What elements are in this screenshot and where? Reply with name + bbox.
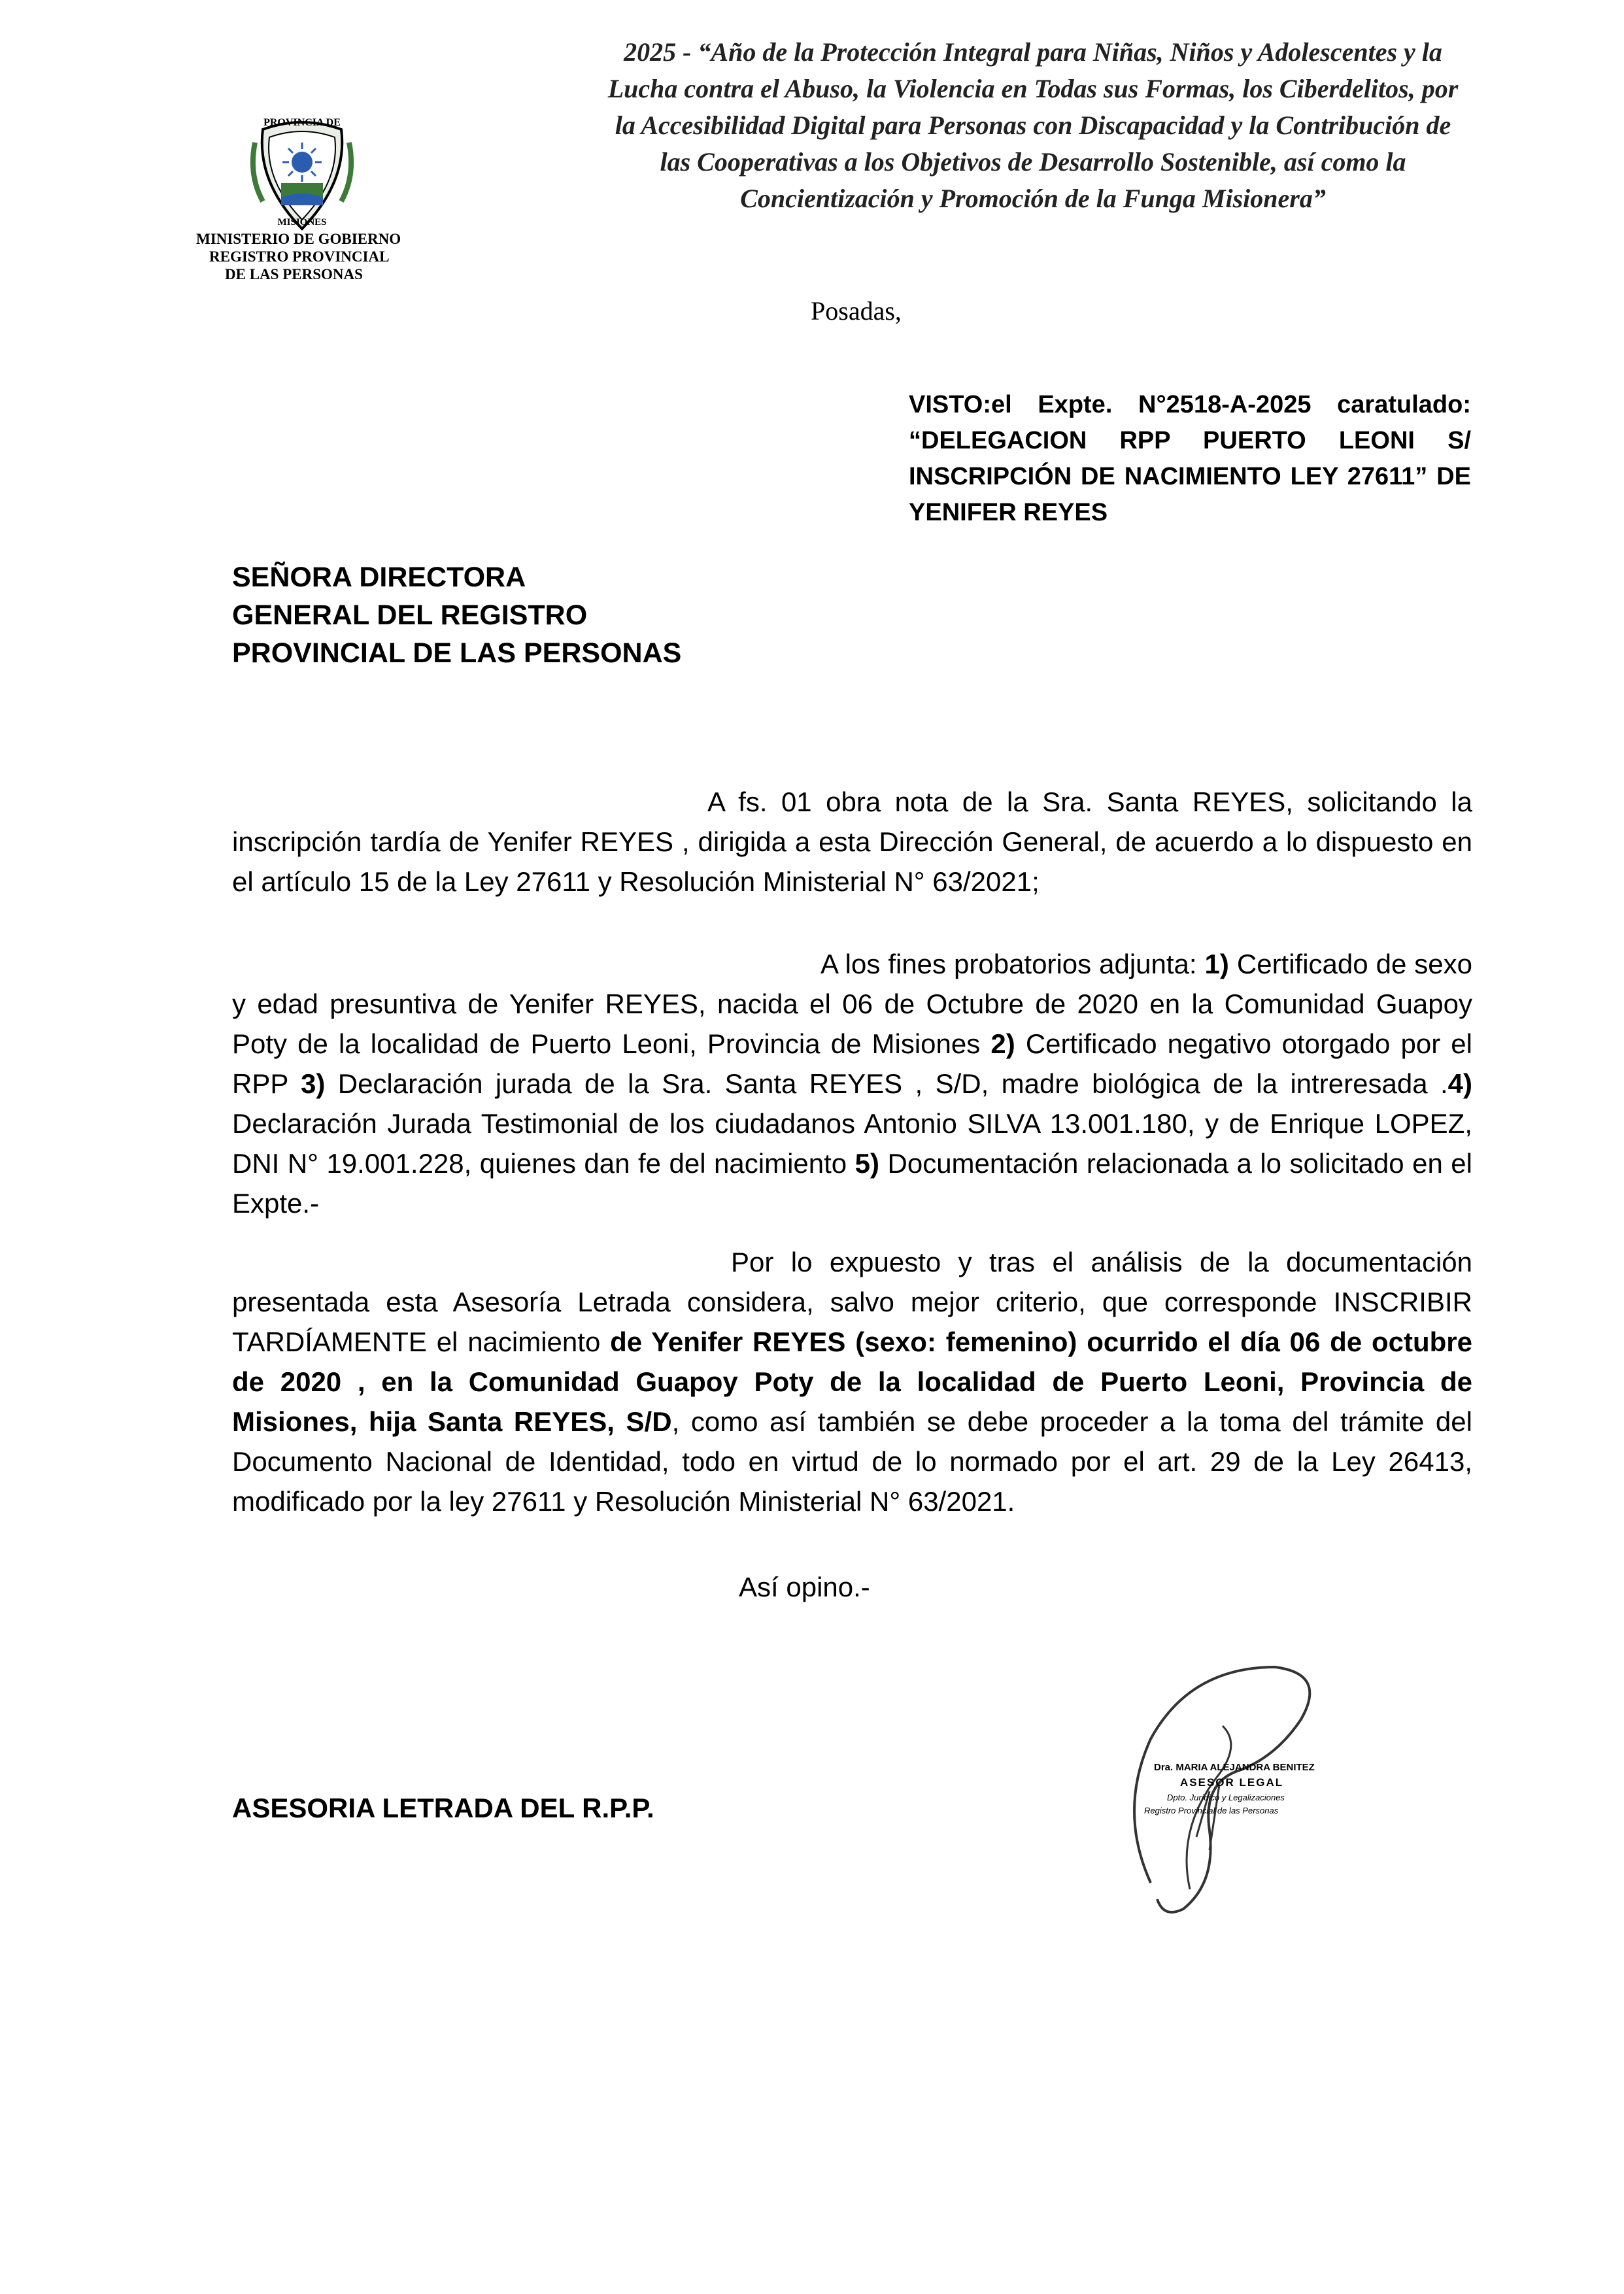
motto-line: Concientización y Promoción de la Funga Misionera” [740,184,1326,213]
motto-line: las Cooperativas a los Objetivos de Desarrollo Sostenible, así como la [660,147,1406,177]
stamp-line: ASESOR LEGAL [1180,1776,1284,1789]
seal-top-text: PROVINCIA DE [263,117,341,128]
paragraph-evidence: A los fines probatorios adjunta: 1) Certificado de sexo y edad presuntiva de Yenifer REYES, nacida el 06 de Octubre de 2020 en la Comunidad Guapoy Poty de la localidad de Puerto Leoni, Provincia de Misiones 2) Certificado negativo otorgado por el RPP 3) Declaración jurada de la Sra. Santa REYES , S/D, madre biológica de la intreresada .4) Declaración Jurada Testimonial de los ciudadanos Antonio SILVA 13.001.180, y de Enrique LOPEZ, DNI N° 19.001.228, quienes dan fe del nacimiento 5) Documentación relacionada a lo solicitado en el Expte.- [232,949,1472,1219]
motto-line: 2025 - “Año de la Protección Integral para Niñas, Niños y Adolescentes y la [624,37,1442,67]
ministry-line: DE LAS PERSONAS [225,266,363,282]
motto-line: Lucha contra el Abuso, la Violencia en Todas sus Formas, los Ciberdelitos, por [607,74,1459,103]
opinion-closing: Así opino.- [739,1572,870,1602]
year-motto [569,34,1497,217]
ministry-line: REGISTRO PROVINCIAL [209,248,390,265]
signature-stamp [1111,1641,1386,1922]
addressee-line: PROVINCIAL DE LAS PERSONAS [232,637,682,669]
stamp-line: Dra. MARIA ALEJANDRA BENITEZ [1154,1762,1315,1773]
addressee [232,558,820,672]
seal-bottom-text: MISIONES [277,217,327,228]
ministry-header [196,230,431,283]
city-date: Posadas, [811,296,902,326]
paragraph-opinion: Por lo expuesto y tras el análisis de la documentación presentada esta Asesoría Letrada considera, salvo mejor criterio, que corresponde INSCRIBIR TARDÍAMENTE el nacimiento de Yenifer REYES (sexo: femenino) ocurrido el día 06 de octubre de 2020 , en la Comunidad Guapoy Poty de la localidad de Puerto Leoni, Provincia de Misiones, hija Santa REYES, S/D, como así también se debe proceder a la toma del trámite del Documento Nacional de Identidad, todo en virtud de lo normado por el art. 29 de la Ley 26413, modificado por la ley 27611 y Resolución Ministerial N° 63/2021. [232,1247,1473,1517]
visto-reference: VISTO:el Expte. N°2518-A-2025 caratulado: “DELEGACION RPP PUERTO LEONI S/ INSCRIPCIÓN DE NACIMIENTO LEY 27611” DE YENIFER REYES [909,391,1471,526]
signatory-office: ASESORIA LETRADA DEL R.P.P. [232,1793,654,1823]
province-seal-icon [243,103,361,234]
addressee-line: GENERAL DEL REGISTRO [232,599,588,631]
addressee-line: SEÑORA DIRECTORA [232,562,526,593]
stamp-line: Dpto. Jurídico y Legalizaciones [1167,1793,1285,1802]
motto-line: la Accesibilidad Digital para Personas con Discapacidad y la Contribución de [615,110,1451,140]
paragraph-request: A fs. 01 obra nota de la Sra. Santa REYES, solicitando la inscripción tardía de Yenifer REYES , dirigida a esta Dirección General, de acuerdo a lo dispuesto en el artículo 15 de la Ley 27611 y Resolución Ministerial N° 63/2021; [232,786,1472,897]
ministry-line: MINISTERIO DE GOBIERNO [196,231,401,247]
stamp-line: Registro Provincial de las Personas [1144,1806,1279,1815]
